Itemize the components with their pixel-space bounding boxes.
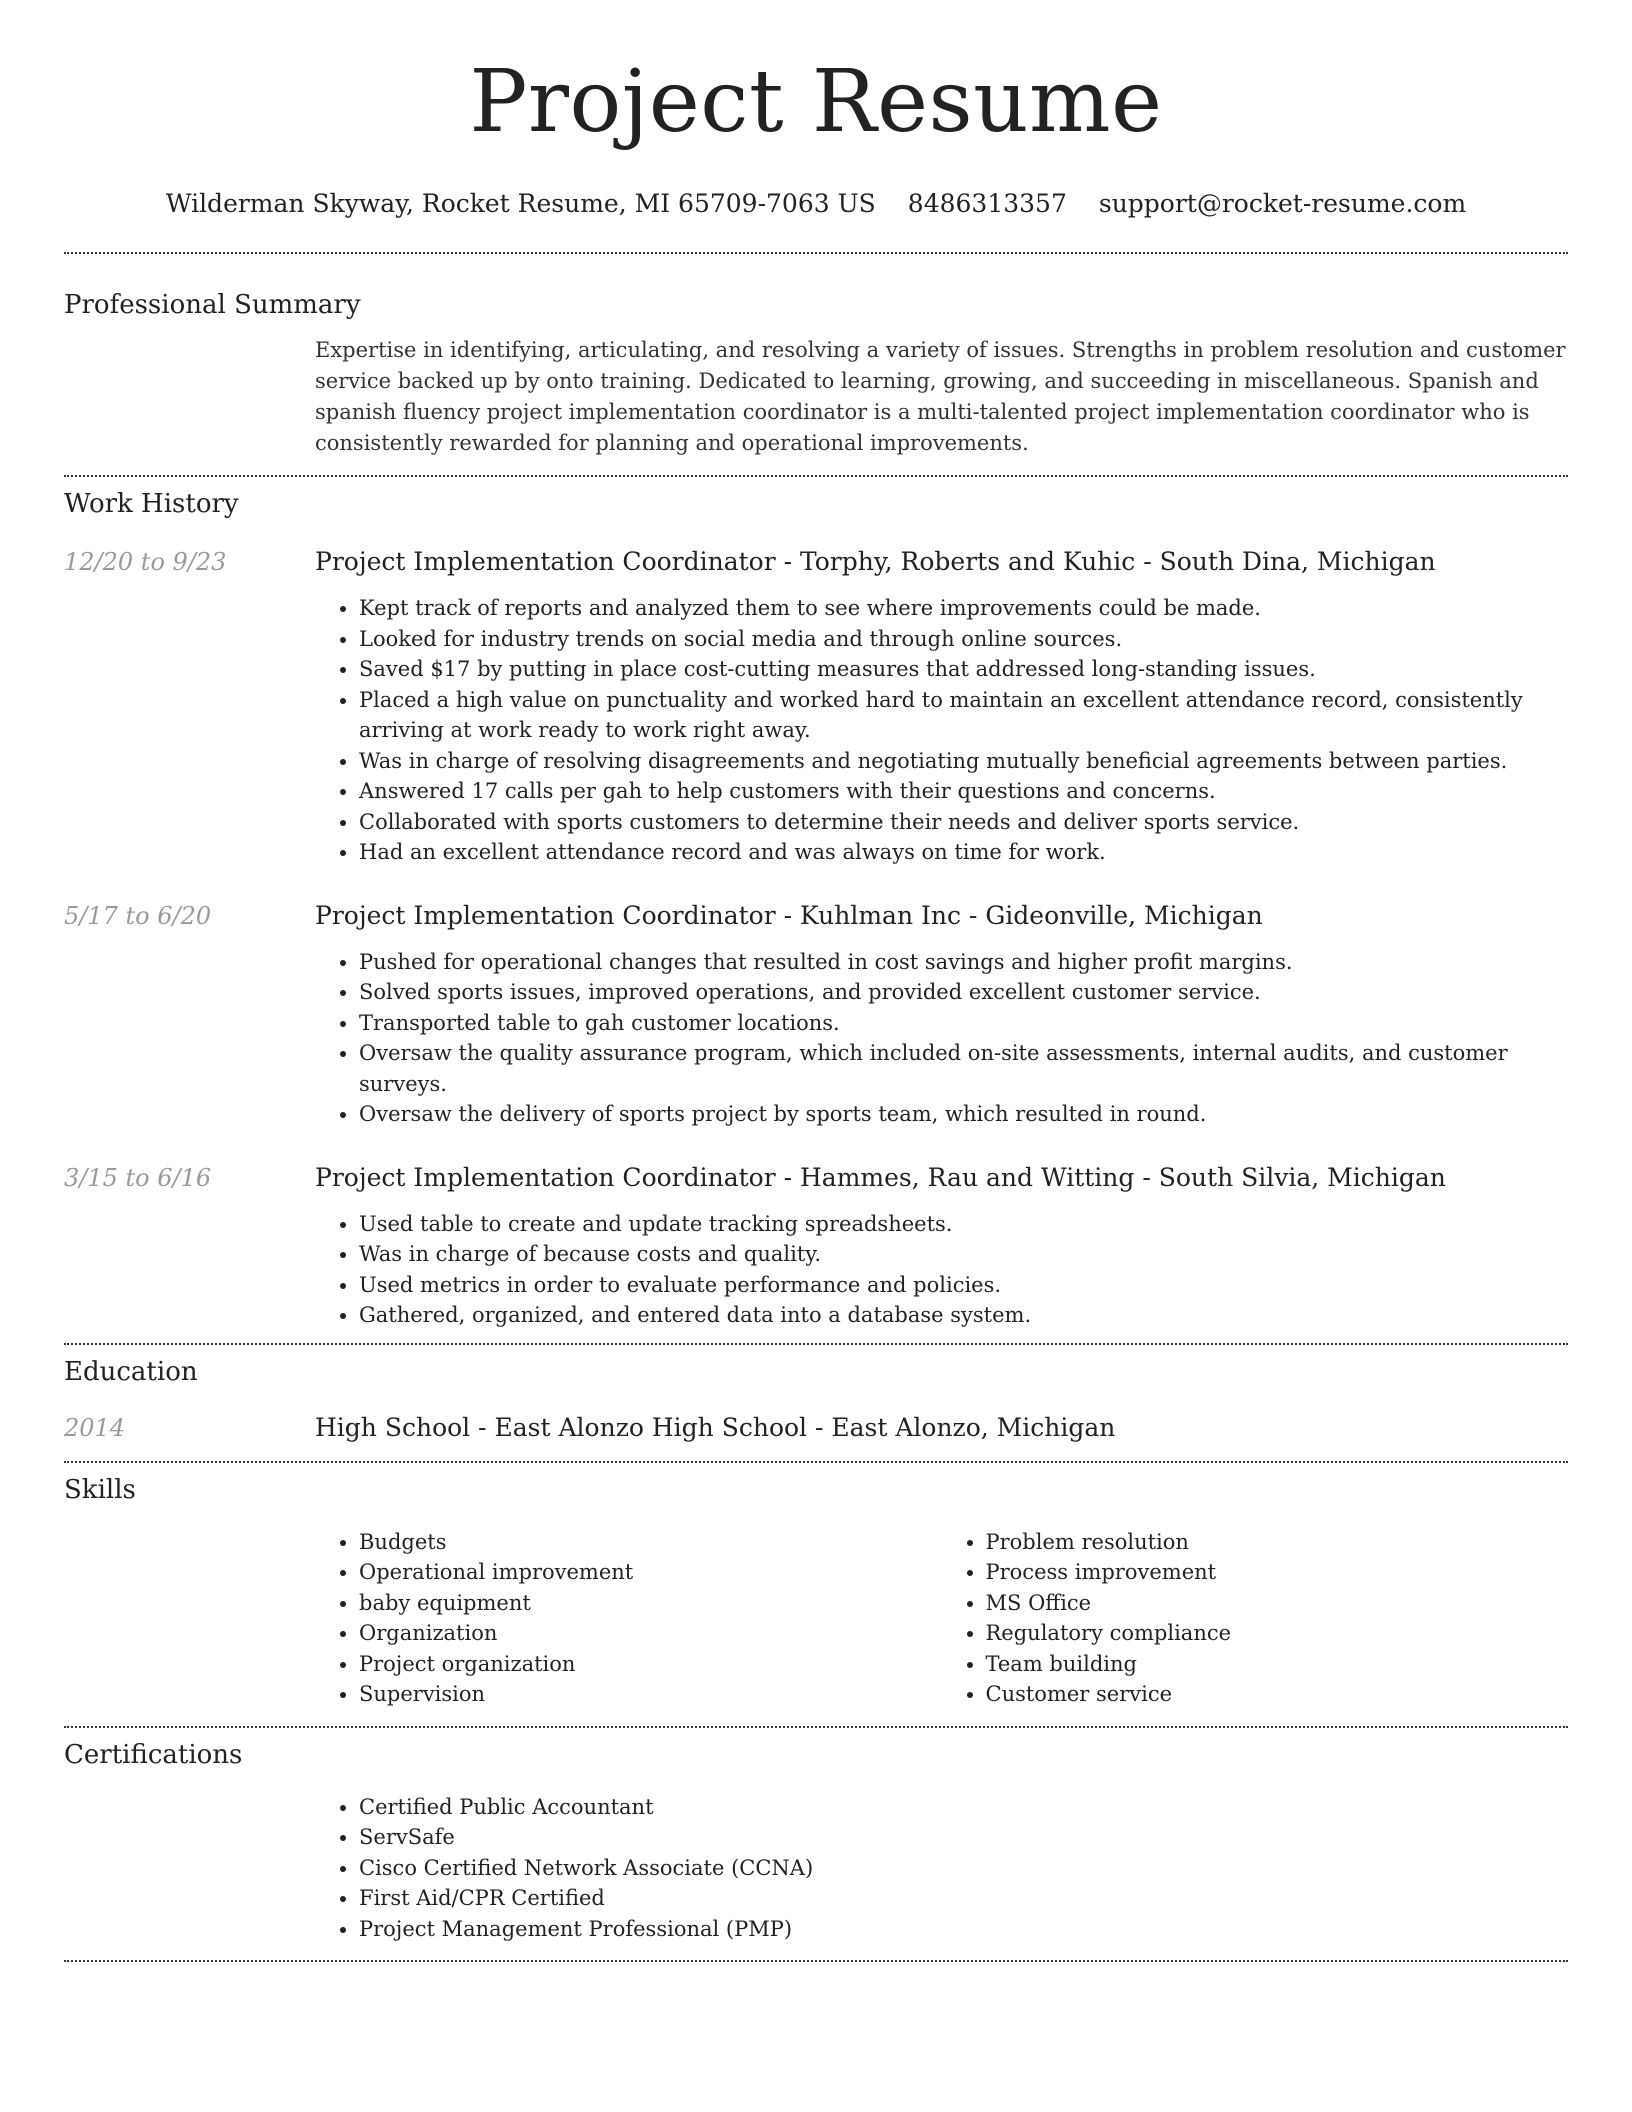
list-item: • Transported table to gah customer locations.	[359, 1008, 1568, 1039]
certifications-list	[315, 1792, 1568, 1945]
certifications-divider	[64, 1960, 1568, 1962]
education-heading: Education	[64, 1356, 198, 1387]
job-dates: 12/20 to 9/23	[64, 548, 227, 576]
job-bullets	[315, 1209, 1568, 1331]
work-history-section	[64, 477, 1568, 1343]
skills-list-right	[942, 1527, 1569, 1710]
list-item: • Certified Public Accountant	[359, 1792, 1568, 1823]
job-heading: Project Implementation Coordinator - Hammes, Rau and Witting - South Silvia, Michigan	[315, 1162, 1446, 1192]
list-item: • Had an excellent attendance record and was always on time for work.	[359, 837, 1568, 868]
job-heading: Project Implementation Coordinator - Torphy, Roberts and Kuhic - South Dina, Michigan	[315, 547, 1436, 576]
certifications-section	[64, 1728, 1568, 1961]
list-item: • Supervision	[359, 1679, 942, 1710]
skills-heading: Skills	[64, 1474, 136, 1505]
work-history-heading: Work History	[64, 489, 239, 519]
list-item: • Was in charge of resolving disagreements and negotiating mutually beneficial agreements between parties.	[359, 746, 1568, 777]
list-item: • Cisco Certified Network Associate (CCNA)	[359, 1853, 1568, 1884]
list-item: • Project organization	[359, 1649, 942, 1680]
list-item: • Oversaw the quality assurance program, which included on-site assessments, internal audits, and customer surveys.	[359, 1038, 1568, 1099]
list-item: • Customer service	[986, 1679, 1569, 1710]
contact-email: support@rocket-resume.com	[1098, 189, 1467, 218]
list-item: • Gathered, organized, and entered data into a database system.	[359, 1300, 1568, 1331]
list-item: • MS Office	[986, 1588, 1569, 1619]
list-item: • Regulatory compliance	[986, 1618, 1569, 1649]
list-item: • Process improvement	[986, 1557, 1569, 1588]
job-heading: Project Implementation Coordinator - Kuhlman Inc - Gideonville, Michigan	[315, 900, 1263, 930]
summary-section	[64, 254, 1568, 475]
list-item: • Looked for industry trends on social media and through online sources.	[359, 624, 1568, 655]
list-item: • Used table to create and update tracking spreadsheets.	[359, 1209, 1568, 1240]
job-dates: 5/17 to 6/20	[64, 901, 212, 930]
list-item: • Project Management Professional (PMP)	[359, 1914, 1568, 1945]
contact-line	[64, 188, 1568, 220]
list-item: • Answered 17 calls per gah to help customers with their questions and concerns.	[359, 776, 1568, 807]
list-item: • Placed a high value on punctuality and worked hard to maintain an excellent attendance record, consistently arriving at work ready to work right away.	[359, 685, 1568, 746]
certifications-heading: Certifications	[64, 1739, 243, 1770]
education-detail: High School - East Alonzo High School - East Alonzo, Michigan	[315, 1412, 1116, 1442]
list-item: • Organization	[359, 1618, 942, 1649]
list-item: • Kept track of reports and analyzed them to see where improvements could be made.	[359, 593, 1568, 624]
list-item: • Used metrics in order to evaluate performance and policies.	[359, 1270, 1568, 1301]
skills-section	[64, 1463, 1568, 1726]
job-bullets	[315, 947, 1568, 1130]
list-item: • Saved $17 by putting in place cost-cutting measures that addressed long-standing issues.	[359, 654, 1568, 685]
education-year: 2014	[64, 1413, 126, 1442]
contact-phone: 8486313357	[907, 189, 1067, 218]
job-entry	[64, 545, 1568, 868]
list-item: • First Aid/CPR Certified	[359, 1883, 1568, 1914]
list-item: • Operational improvement	[359, 1557, 942, 1588]
list-item: • Pushed for operational changes that resulted in cost savings and higher profit margins.	[359, 947, 1568, 978]
summary-text: Expertise in identifying, articulating, and resolving a variety of issues. Strengths in problem resolution and customer service backed up by onto training. Dedicated to learning, growing, and succeeding in miscellaneous. Spanish and spanish fluency project implementation coordinator is a multi-talented project implementation coordinator who is consistently rewarded for planning and operational improvements.	[315, 338, 1566, 455]
job-bullets	[315, 593, 1568, 868]
list-item: • Collaborated with sports customers to determine their needs and deliver sports service.	[359, 807, 1568, 838]
job-entry	[64, 899, 1568, 1130]
education-section	[64, 1345, 1568, 1461]
list-item: • ServSafe	[359, 1822, 1568, 1853]
job-entry	[64, 1161, 1568, 1331]
contact-address: Wilderman Skyway, Rocket Resume, MI 65709-7063 US	[165, 189, 876, 218]
list-item: • Solved sports issues, improved operations, and provided excellent customer service.	[359, 977, 1568, 1008]
list-item: • Oversaw the delivery of sports project by sports team, which resulted in round.	[359, 1099, 1568, 1130]
list-item: • Team building	[986, 1649, 1569, 1680]
list-item: • Problem resolution	[986, 1527, 1569, 1558]
list-item: • baby equipment	[359, 1588, 942, 1619]
resume-name: Project Resume	[469, 52, 1163, 152]
job-dates: 3/15 to 6/16	[64, 1163, 212, 1192]
list-item: • Was in charge of because costs and quality.	[359, 1239, 1568, 1270]
skills-list-left	[315, 1527, 942, 1710]
summary-heading: Professional Summary	[64, 290, 361, 320]
list-item: • Budgets	[359, 1527, 942, 1558]
